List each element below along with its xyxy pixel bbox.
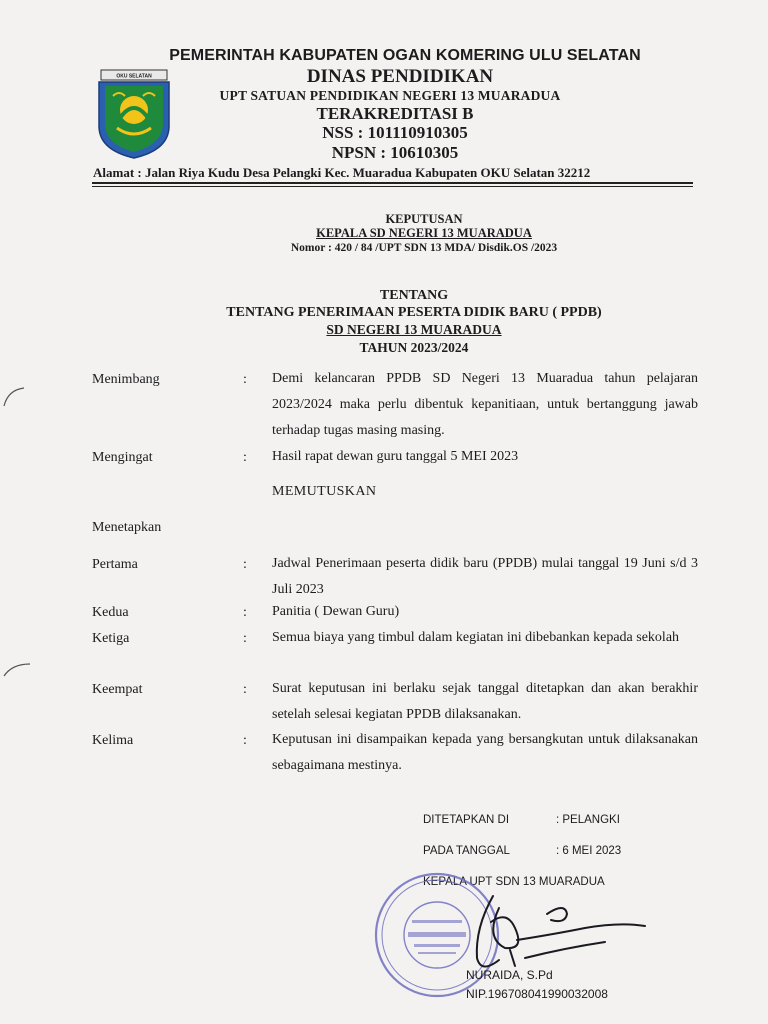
date-value: : 6 MEI 2023 — [556, 845, 622, 857]
ketiga-text: Semua biaya yang timbul dalam kegiatan ini dibebankan kepada sekolah — [272, 630, 680, 645]
pertama-label: Pertama — [92, 557, 138, 572]
punch-hole-mark-icon — [0, 656, 40, 686]
menimbang-text: Demi kelancaran PPDB SD Negeri 13 Muaradua tahun pelajaran 2023/2024 maka perlu dibentuk kepanitiaan, untuk bertanggung jawab terhadap tugas masing masing. — [272, 371, 698, 438]
decree-number: Nomor : 420 / 84 /UPT SDN 13 MDA/ Disdik.OS /2023 — [290, 242, 558, 254]
keempat-label: Keempat — [92, 682, 143, 697]
kedua-colon: : — [243, 605, 247, 620]
kelima-colon: : — [243, 733, 247, 748]
pertama-colon: : — [243, 557, 247, 572]
signatory-position: KEPALA UPT SDN 13 MUARADUA — [423, 876, 605, 888]
place-value: : PELANGKI — [556, 814, 620, 826]
decree-issuer — [40, 226, 768, 241]
keempat-text: Surat keputusan ini berlaku sejak tanggal ditetapkan dan akan berakhir setelah selesai kegiatan PPDB dilaksanakan. — [272, 681, 698, 722]
ketiga-colon: : — [243, 631, 247, 646]
menimbang-label: Menimbang — [92, 372, 160, 387]
header-address: Alamat : Jalan Riya Kudu Desa Pelangki Kec. Muaradua Kabupaten OKU Selatan 32212 — [93, 165, 591, 180]
signatory-name: NURAIDA, S.Pd — [466, 968, 553, 982]
kelima-text: Keputusan ini disampaikan kepada yang bersangkutan untuk dilaksanakan sebagaimana mestinya. — [272, 732, 698, 773]
svg-text:OKU SELATAN: OKU SELATAN — [116, 73, 152, 80]
mengingat-text: Hasil rapat dewan guru tanggal 5 MEI 2023 — [272, 449, 519, 464]
header-government: PEMERINTAH KABUPATEN OGAN KOMERING ULU SELATAN — [169, 47, 641, 64]
subject-heading: TENTANG — [379, 288, 449, 303]
menimbang-colon: : — [243, 372, 247, 387]
kedua-label: Kedua — [92, 605, 129, 620]
place-label: DITETAPKAN DI — [423, 814, 510, 826]
header-npsn: NPSN : 10610305 — [331, 143, 459, 162]
pertama-text: Jadwal Penerimaan peserta didik baru (PPDB) mulai tanggal 19 Juni s/d 3 Juli 2023 — [272, 556, 698, 597]
header-nss: NSS : 101110910305 — [322, 123, 468, 142]
subject-title: TENTANG PENERIMAAN PESERTA DIDIK BARU ( PPDB) — [226, 305, 602, 320]
mengingat-label: Mengingat — [92, 450, 153, 465]
subject-school-text: SD NEGERI 13 MUARADUA — [326, 322, 502, 337]
kedua-text: Panitia ( Dewan Guru) — [272, 604, 400, 619]
handwritten-signature-icon — [455, 888, 655, 978]
signatory-nip: NIP.196708041990032008 — [466, 987, 608, 1001]
header-accreditation: TERAKREDITASI B — [316, 104, 474, 123]
punch-hole-mark-icon — [0, 382, 40, 412]
header-rule-thick — [92, 182, 693, 184]
subject-school — [30, 322, 768, 338]
decree-issuer-text: KEPALA SD NEGERI 13 MUARADUA — [316, 226, 532, 240]
header-rule-thin — [92, 186, 693, 187]
menetapkan-label: Menetapkan — [92, 520, 162, 535]
keempat-colon: : — [243, 682, 247, 697]
kelima-label: Kelima — [92, 733, 134, 748]
date-label: PADA TANGGAL — [423, 845, 510, 857]
decree-title: KEPUTUSAN — [385, 212, 463, 226]
memutuskan-heading: MEMUTUSKAN — [272, 484, 377, 499]
ketiga-label: Ketiga — [92, 631, 130, 646]
subject-year: TAHUN 2023/2024 — [359, 340, 469, 355]
mengingat-colon: : — [243, 450, 247, 465]
header-department: DINAS PENDIDIKAN — [306, 66, 494, 87]
header-unit: UPT SATUAN PENDIDIKAN NEGERI 13 MUARADUA — [219, 88, 561, 103]
